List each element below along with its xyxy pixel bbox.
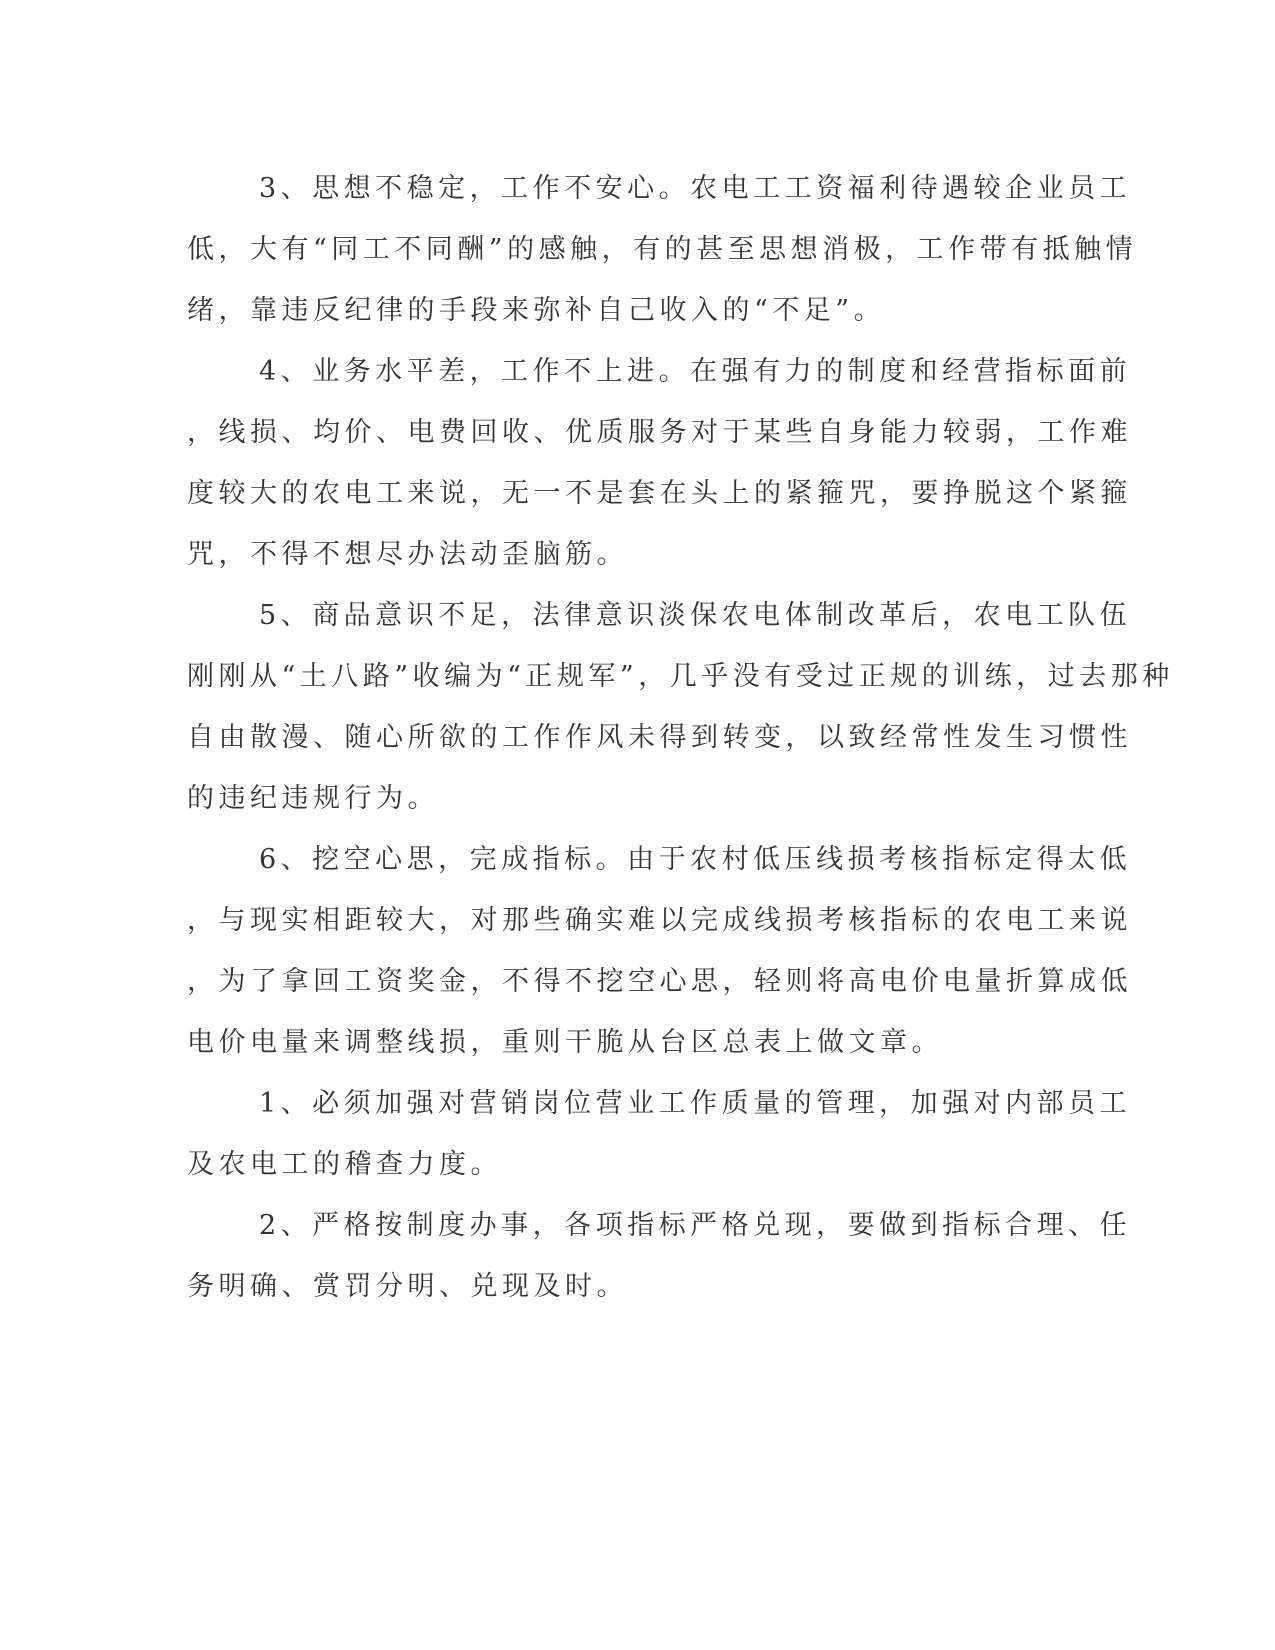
text-line: 低，大有“同工不同酬”的感触，有的甚至思想消极，工作带有抵触情	[187, 234, 1138, 265]
text-line: 电价电量来调整线损，重则干脆从台区总表上做文章。	[187, 1027, 943, 1058]
text-line: 务明确、赏罚分明、兑现及时。	[187, 1271, 628, 1302]
text-line: 2、严格按制度办事，各项指标严格兑现，要做到指标合理、任	[259, 1210, 1132, 1241]
paragraph-1-strengthen-management	[187, 1073, 1132, 1195]
text-line: ，线损、均价、电费回收、优质服务对于某些自身能力较弱，工作难	[187, 417, 1132, 448]
text-line: 6、挖空心思，完成指标。由于农村低压线损考核指标定得太低	[259, 844, 1132, 875]
text-line: 5、商品意识不足，法律意识淡保农电体制改革后，农电工队伍	[259, 600, 1132, 631]
text-line: 及农电工的稽查力度。	[187, 1149, 502, 1180]
text-line: 1、必须加强对营销岗位营业工作质量的管理，加强对内部员工	[259, 1088, 1132, 1119]
paragraph-2-follow-system	[187, 1195, 1132, 1317]
paragraph-5-legal-awareness	[187, 585, 1174, 829]
text-line: ，为了拿回工资奖金，不得不挖空心思，轻则将高电价电量折算成低	[187, 966, 1132, 997]
text-line: 自由散漫、随心所欲的工作作风未得到转变，以致经常性发生习惯性	[187, 722, 1132, 753]
text-line: 4、业务水平差，工作不上进。在强有力的制度和经营指标面前	[259, 356, 1132, 387]
paragraph-6-completing-targets	[187, 829, 1132, 1073]
text-line: 3、思想不稳定，工作不安心。农电工工资福利待遇较企业员工	[259, 173, 1132, 204]
text-line: 绪，靠违反纪律的手段来弥补自己收入的“不足”。	[187, 295, 886, 326]
text-line: 咒，不得不想尽办法动歪脑筋。	[187, 539, 628, 570]
paragraph-3-unstable-thinking	[187, 158, 1138, 341]
paragraph-4-poor-skills	[187, 341, 1132, 585]
text-line: 的违纪违规行为。	[187, 783, 439, 814]
text-line: 度较大的农电工来说，无一不是套在头上的紧箍咒，要挣脱这个紧箍	[187, 478, 1132, 509]
text-line: 刚刚从“土八路”收编为“正规军”，几乎没有受过正规的训练，过去那种	[187, 661, 1174, 692]
text-line: ，与现实相距较大，对那些确实难以完成线损考核指标的农电工来说	[187, 905, 1132, 936]
document-body	[187, 158, 1174, 1317]
